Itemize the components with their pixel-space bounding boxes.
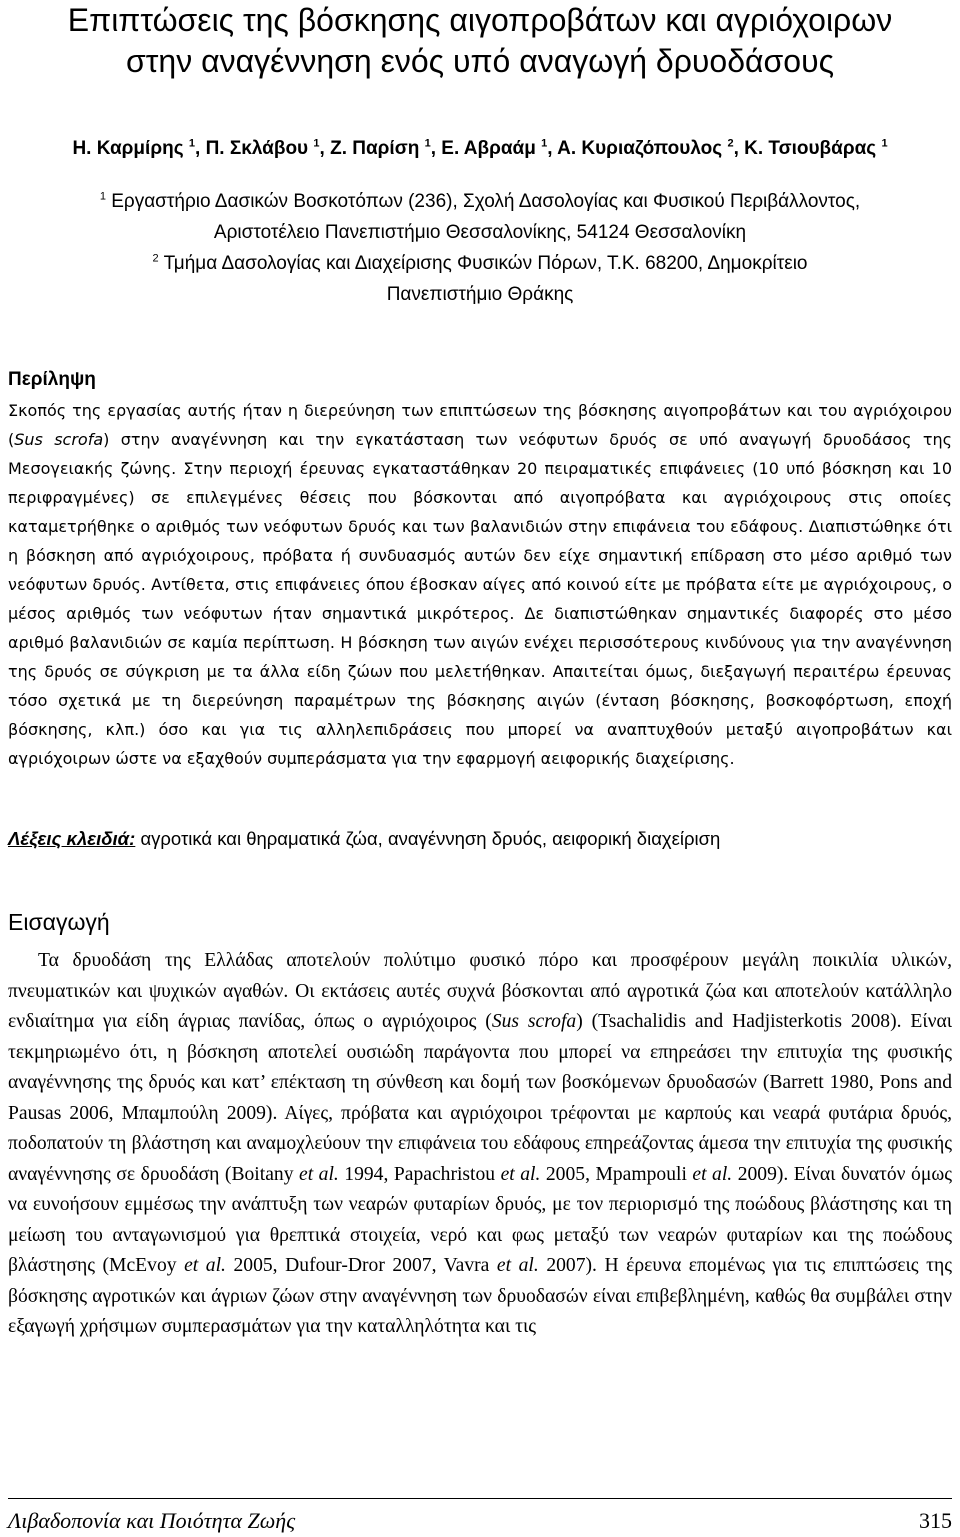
intro-text-part: 1994, Papachristou xyxy=(338,1163,501,1185)
footer-rule xyxy=(8,1498,952,1499)
keywords-label: Λέξεις κλειδιά: xyxy=(8,828,136,849)
affiliation-2-line-1 xyxy=(0,248,960,279)
intro-text-part: 2005, Dufour-Dror 2007, Vavra xyxy=(225,1255,497,1276)
author-name: Π. Σκλάβου xyxy=(205,138,309,159)
affiliation-text: Τμήμα Δασολογίας και Διαχείρισης Φυσικών Πόρων, Τ.Κ. 68200, Δημοκρίτειο xyxy=(163,253,808,274)
affiliation-mark: 2 xyxy=(152,252,159,265)
author-list: Η. Καρμίρης $^1$, Π. Σκλάβου $^1$, Ζ. Παρίση $^1$, Ε. Αβραάμ $^1$, Α. Κυριαζόπουλος $^2$, Κ. Τσιουβάρας $^1$ xyxy=(72,137,888,159)
author-affiliation-mark: 1 xyxy=(424,137,431,150)
introduction-text xyxy=(8,946,952,1343)
abstract-text-part: Σκοπός της εργασίας αυτής ήταν η διερεύνηση των επιπτώσεων της βόσκησης αιγοπροβάτων και του αγριόχοιρου ( xyxy=(8,401,952,449)
paper-title xyxy=(0,0,960,82)
author-name: Α. Κυριαζόπουλος xyxy=(557,138,723,159)
affiliation-mark: 1 xyxy=(99,190,106,203)
intro-text-part: Τα δρυοδάση της Ελλάδας αποτελούν πολύτιμο φυσικό πόρο και προσφέρουν μεγάλη ποικιλία υλικών, πνευματικών και ψυχικών αγαθών. Οι εκτάσεις αυτές συχνά βόσκονται από αγροτικά ζώα και αποτελούν κατάλληλο ενδιαίτημα για είδη άγριας πανίδας, όπως ο αγριόχοιρος ( xyxy=(8,950,952,1032)
species-name: Sus scrofa xyxy=(14,430,104,449)
et-al: et al. xyxy=(184,1255,226,1276)
abstract-text-part: ) στην αναγέννηση και την εγκατάσταση των νεόφυτων δρυός σε υπό αναγωγή δρυοδάσος της Μεσογειακής ζώνης. Στην περιοχή έρευνας εγκαταστάθηκαν 20 πειραματικές επιφάνειες (10 υπό βόσκηση και 10 περιφραγμένες) σε επιλεγμένες θέσεις που βόσκονται από αιγοπρόβατα και αγριόχοιρους στις οποίες καταμετρήθηκε ο αριθμός των νεόφυτων δρυός και των βαλανιδιών στην επιφάνεια του εδάφους. Διαπιστώθηκε ότι η βόσκηση από αγριόχοιρους, πρόβατα ή συνδυασμός αυτών δεν είχε σημαντική επίδραση στο μέσο αριθμό των νεόφυτων δρυός. Αντίθετα, στις επιφάνειες όπου έβοσκαν αίγες από κοινού είτε με πρόβατα είτε με αγριόχοιρους, ο μέσος αριθμός των νεόφυτων ήταν σημαντικά μικρότερος. Δε διαπιστώθηκαν σημαντικές διαφορές στο μέσο αριθμό βαλανιδιών σε καμία περίπτωση. Η βόσκηση των αιγών ενέχει περισσότερους κινδύνους για την αναγέννηση της δρυός σε σύγκριση με τα άλλα είδη ζώων που μελετήθηκαν. Απαιτείται όμως, διεξαγωγή περαιτέρω έρευνας τόσο σχετικά με τη διερεύνηση παραμέτρων της βόσκησης αιγών (ένταση βόσκησης, βοσκοφόρτωση, εποχή βόσκησης, κλπ.) όσο και για τις αλληλεπιδράσεις που μπορεί να αναπτυχθούν μεταξύ αιγοπροβάτων και αγριόχοιρων ώστε να εξαχθούν συμπεράσματα για την εφαρμογή αειφορικής διαχείρισης. xyxy=(8,430,953,768)
author-affiliation-mark: 1 xyxy=(188,137,195,150)
author-name: Ε. Αβραάμ xyxy=(441,138,536,159)
et-al: et al. xyxy=(299,1163,339,1185)
title-line-2: στην αναγέννηση ενός υπό αναγωγή δρυοδάσους xyxy=(126,43,834,79)
introduction-heading: Εισαγωγή xyxy=(8,909,110,935)
affiliation-text: Εργαστήριο Δασικών Βοσκοτόπων (236), Σχολή Δασολογίας και Φυσικού Περιβάλλοντος, xyxy=(111,191,861,212)
species-name: Sus scrofa xyxy=(491,1011,577,1032)
author-name: Ζ. Παρίση xyxy=(330,138,420,159)
author-affiliation-mark: 2 xyxy=(727,137,734,150)
abstract-heading: Περίληψη xyxy=(8,369,96,390)
author-name: Κ. Τσιουβάρας xyxy=(744,138,877,159)
author-affiliation-mark: 1 xyxy=(541,137,548,150)
intro-text-part: ) (Tsachalidis and Hadjisterkotis 2008). Είναι τεκμηριωμένο ότι, η βόσκηση αποτελεί ουσιώδη παράγοντα που μπορεί να επηρεάσει την επιτυχία της φυσικής αναγέννησης της δρυός και κατ’ επέκταση τη σύνθεση και δομή των βοσκόμενων δρυοδασών (Barrett 1980, Pons and Pausas 2006, Μπαμπούλη 2009). Αίγες, πρόβατα και αγριόχοιροι τρέφονται με καρπούς και νεαρά φυτάρια δρυός, ποδοπατούν τη βλάστηση και αναμοχλεύουν την επιφάνεια του εδάφους επηρεάζοντας άμεσα την επιτυχία της φυσικής αναγέννησης σε δρυοδάση (Boitany xyxy=(8,1011,953,1185)
intro-text-part: 2007). Η έρευνα επομένως για τις επιπτώσεις της βόσκησης αγροτικών και άγριων ζώων στην αναγέννηση των δρυοδασών είναι επιβεβλημένη, καθώς θα συμβάλει στην εξαγωγή χρήσιμων συμπερασμάτων για την καταλληλότητα και τις xyxy=(8,1255,952,1337)
affiliations xyxy=(0,186,960,310)
title-line-1: Επιπτώσεις της βόσκησης αιγοπροβάτων και αγριόχοιρων xyxy=(67,2,893,38)
journal-name: Λιβαδοπονία και Ποιότητα Ζωής xyxy=(8,1508,296,1533)
abstract-text xyxy=(8,396,952,773)
keywords xyxy=(8,826,720,852)
intro-text-part: 2009). Είναι δυνατόν όμως να ευνοήσουν εμμέσως την ανάπτυξη των νεαρών φυταρίων δρυός, με τον περιορισμό της ποώδους βλάστησης και τη μείωση του ανταγωνισμού για θρεπτικά στοιχεία, νερό και φως μεταξύ των νεαρών φυταρίων και της ποώδους βλάστησης (McEvoy xyxy=(8,1163,952,1276)
author-affiliation-mark: 1 xyxy=(881,137,888,150)
author-name: Η. Καρμίρης xyxy=(72,138,184,159)
affiliation-2-line-2: Πανεπιστήμιο Θράκης xyxy=(386,284,574,305)
affiliation-1-line-1 xyxy=(0,186,960,217)
page-number: 315 xyxy=(919,1508,952,1533)
et-al: et al. xyxy=(500,1163,541,1185)
et-al: et al. xyxy=(692,1163,733,1185)
author-affiliation-mark: 1 xyxy=(313,137,320,150)
intro-text-part: 2005, Mpampouli xyxy=(540,1163,693,1185)
keywords-text: αγροτικά και θηραματικά ζώα, αναγέννηση δρυός, αειφορική διαχείριση xyxy=(140,828,721,849)
affiliation-1-line-2: Αριστοτέλειο Πανεπιστήμιο Θεσσαλονίκης, 54124 Θεσσαλονίκη xyxy=(213,222,747,243)
et-al: et al. xyxy=(496,1255,539,1276)
